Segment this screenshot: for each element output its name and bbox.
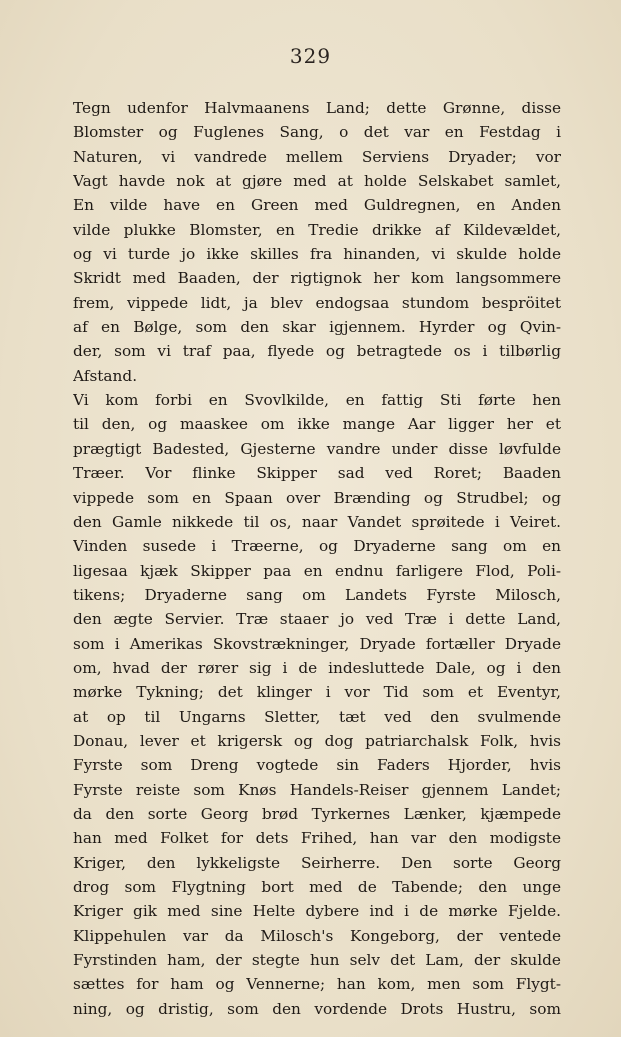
text-line: Blomster og Fuglenes Sang, o det var en Festdag i bbox=[73, 123, 561, 142]
page-number: 329 bbox=[289, 44, 332, 68]
text-line: da den sorte Georg brød Tyrkernes Lænker, kjæmpede bbox=[73, 804, 561, 823]
text-line: Klippehulen var da Milosch's Kongeborg, der ventede bbox=[73, 926, 561, 945]
text-line: som i Amerikas Skovstrækninger, Dryade fortæller Dryade bbox=[73, 634, 561, 653]
text-line: Tegn udenfor Halvmaanens Land; dette Grønne, disse bbox=[73, 99, 561, 117]
text-line: han med Folket for dets Frihed, han var den modigste bbox=[73, 829, 561, 848]
body-text bbox=[73, 96, 561, 1021]
text-line: prægtigt Badested, Gjesterne vandre under disse løvfulde bbox=[73, 439, 561, 458]
text-line: tikens; Dryaderne sang om Landets Fyrste Milosch, bbox=[73, 585, 561, 604]
text-line: En vilde have en Green med Guldregnen, en Anden bbox=[73, 196, 561, 215]
text-line: der, som vi traf paa, flyede og betragtede os i tilbørlig bbox=[73, 342, 561, 361]
text-line: Naturen, vi vandrede mellem Serviens Dryader; vor bbox=[73, 147, 561, 166]
text-line: den Gamle nikkede til os, naar Vandet sprøitede i Veiret. bbox=[73, 512, 561, 531]
text-line: om, hvad der rører sig i de indesluttede Dale, og i den bbox=[73, 658, 561, 677]
text-line: Træer. Vor flinke Skipper sad ved Roret; Baaden bbox=[73, 464, 561, 483]
text-line: mørke Tykning; det klinger i vor Tid som et Eventyr, bbox=[73, 683, 561, 702]
text-line: Donau, lever et krigersk og dog patriarchalsk Folk, hvis bbox=[73, 731, 561, 750]
text-line: og vi turde jo ikke skilles fra hinanden, vi skulde holde bbox=[73, 245, 561, 264]
text-line: den ægte Servier. Træ staaer jo ved Træ i dette Land, bbox=[73, 610, 561, 629]
text-line: Kriger, den lykkeligste Seirherre. Den sorte Georg bbox=[73, 853, 561, 872]
text-line: drog som Flygtning bort med de Tabende; den unge bbox=[73, 878, 561, 896]
text-line: ligesaa kjæk Skipper paa en endnu farligere Flod, Poli- bbox=[73, 561, 561, 580]
text-line: vilde plukke Blomster, en Tredie drikke af Kildevældet, bbox=[73, 220, 561, 239]
text-line: af en Bølge, som den skar igjennem. Hyrder og Qvin- bbox=[73, 318, 561, 337]
text-line: Vagt havde nok at gjøre med at holde Selskabet samlet, bbox=[73, 172, 561, 191]
text-line: frem, vippede lidt, ja blev endogsaa stundom bespröitet bbox=[73, 293, 561, 312]
text-line: ning, og dristig, som den vordende Drots Hustru, som bbox=[73, 999, 561, 1018]
text-line: til den, og maaskee om ikke mange Aar ligger her et bbox=[73, 415, 561, 434]
text-line: Kriger gik med sine Helte dybere ind i de mørke Fjelde. bbox=[73, 902, 561, 921]
text-line: vippede som en Spaan over Brænding og Strudbel; og bbox=[73, 488, 561, 507]
text-line: Skridt med Baaden, der rigtignok her kom langsommere bbox=[73, 269, 561, 288]
text-line: sættes for ham og Vennerne; han kom, men som Flygt- bbox=[73, 975, 561, 994]
text-line: Vinden susede i Træerne, og Dryaderne sang om en bbox=[73, 537, 561, 556]
text-line: Fyrste som Dreng vogtede sin Faders Hjorder, hvis bbox=[73, 756, 561, 775]
text-line: Fyrstinden ham, der stegte hun selv det Lam, der skulde bbox=[73, 951, 561, 970]
text-line: Fyrste reiste som Knøs Handels-Reiser gjennem Landet; bbox=[73, 780, 561, 799]
text-line: Vi kom forbi en Svovlkilde, en fattig Sti førte hen bbox=[73, 391, 561, 410]
text-line: Afstand. bbox=[73, 366, 138, 385]
text-line: at op til Ungarns Sletter, tæt ved den svulmende bbox=[73, 707, 561, 726]
